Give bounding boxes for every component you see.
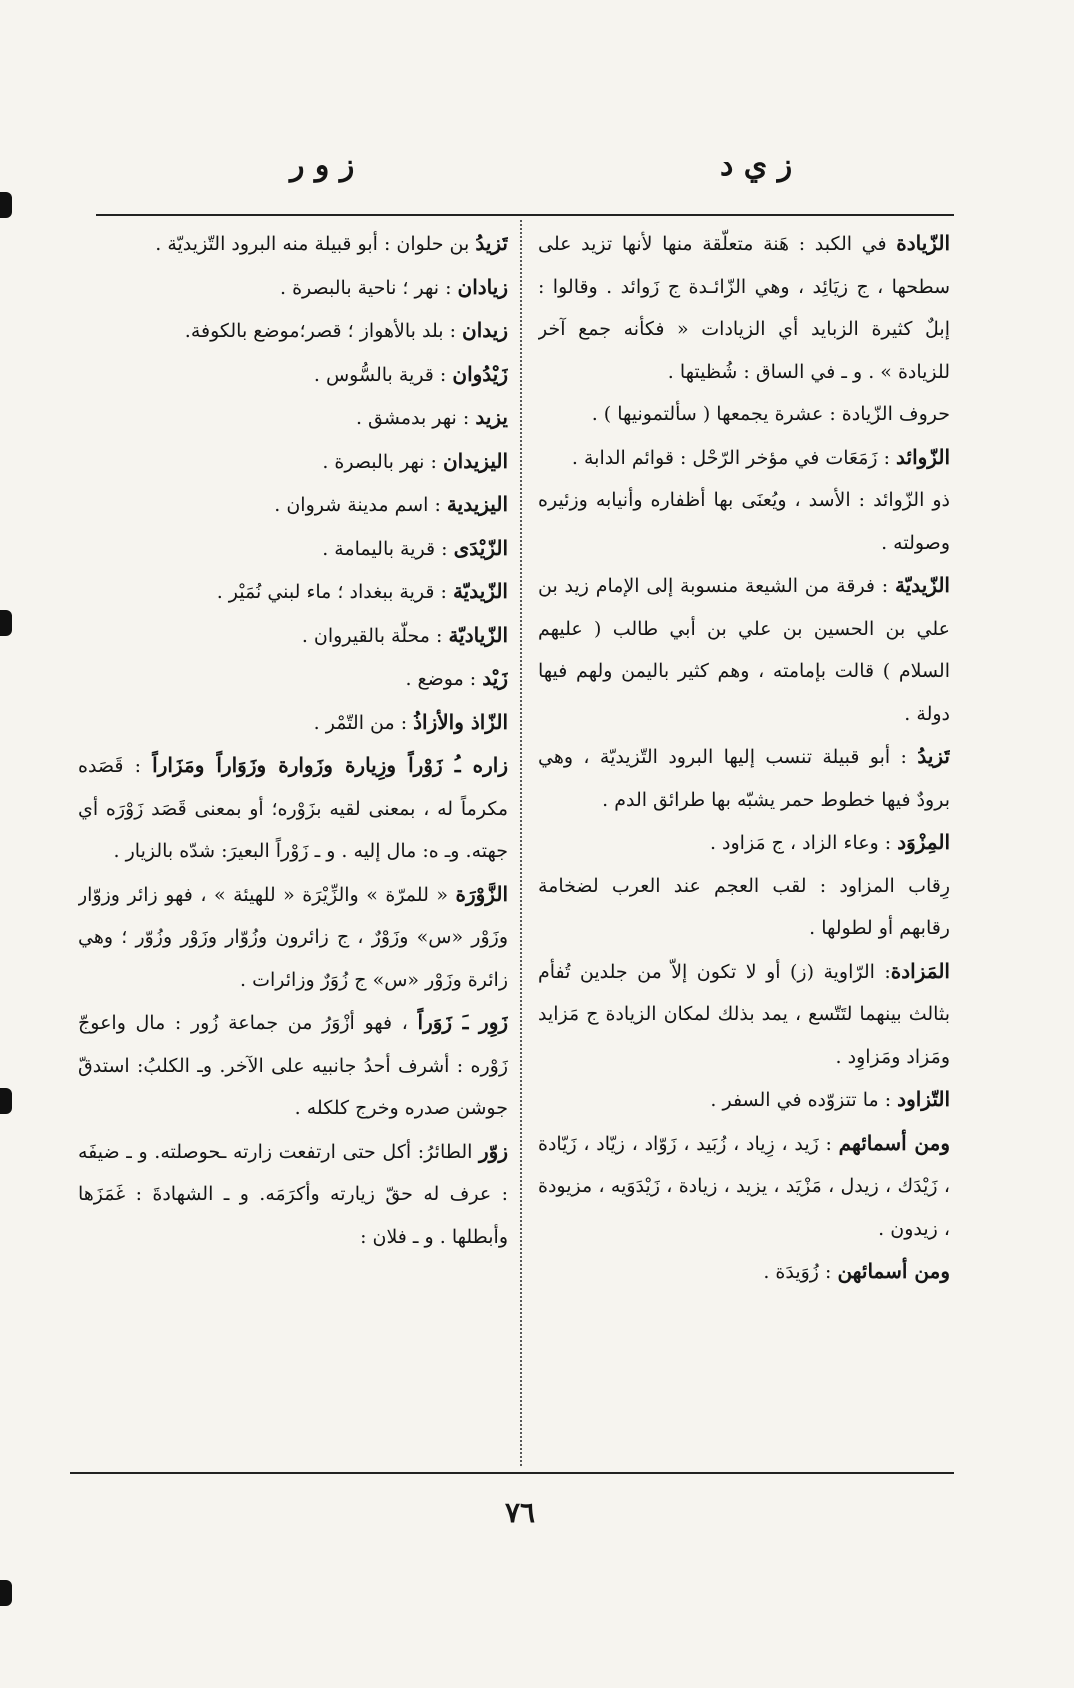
entry-headword: الزّيادة	[896, 231, 950, 255]
bottom-rule	[70, 1472, 954, 1474]
page-header-root-left: ز و ر	[290, 148, 355, 183]
dictionary-entry	[78, 309, 508, 353]
entry-headword: الزّاذ والأزاذُ	[413, 709, 508, 734]
dictionary-entry	[78, 266, 508, 310]
binding-mark	[0, 1088, 12, 1114]
dictionary-entry	[78, 483, 508, 527]
entry-definition: حروف الزّيادة : عشرة يجمعها ( سألتمونيها ) .	[591, 403, 950, 425]
dictionary-entry	[78, 744, 508, 873]
entry-definition: : زَمَعَات في مؤخر الرّحْل : قوائم الدابة .	[571, 446, 897, 469]
dictionary-entry	[538, 865, 950, 950]
entry-headword: الزّوائد	[896, 444, 950, 469]
entry-definition: : بلد بالأهواز ؛ قصر؛موضع بالكوفة.	[184, 320, 463, 342]
dictionary-entry	[78, 440, 508, 484]
entry-definition: : الرّاوية (ز) أو لا تكون إلاّ من جلدين تُفأم بثالث بينهما لتَتّسع ، يمد بذلك لمكان الزيادة ج مَزايد ومَزاد ومَزاوِد .	[538, 960, 950, 1068]
entry-definition: الطائرُ: أكل حتى ارتفعت زارته ـحوصلته. و ـ ضيفَه : عرف له حقّ زيارته وأكرَمَه. و ـ الشهادةَ : غَمَزَها وأبطلها . و ـ فلان :	[78, 1140, 508, 1248]
dictionary-entry	[78, 1130, 508, 1259]
dictionary-entry	[538, 821, 950, 865]
entry-headword: ومن أسمائهم	[838, 1130, 950, 1155]
binding-mark	[0, 192, 12, 218]
entry-definition: : زُوَيدَة .	[763, 1261, 838, 1283]
entry-definition: : نهر ؛ ناحية بالبصرة .	[280, 276, 458, 299]
entry-headword: زيادان	[457, 274, 508, 299]
dictionary-entry	[538, 1250, 950, 1294]
dictionary-entry	[78, 657, 508, 701]
entry-definition: في الكبد : هَنة متعلّقة منها لأنها تزيد على سطحها ، ج زيَائِد ، وهي الزّائـدة ج زَوائد . وقالوا : إبلٌ كثيرة الزبايد أي الزيادات « فكأنه جمع آخر للزيادة » . و ـ في الساق : شُظيتها .	[538, 233, 950, 383]
dictionary-entry	[78, 873, 508, 1002]
entry-headword: زيدان	[462, 318, 508, 342]
entry-headword: زَوِر ـَ زَوَراً	[417, 1010, 508, 1034]
entry-headword: الزّيديّة	[452, 579, 508, 603]
entry-definition: : وعاء الزاد ، ج مَزاود .	[709, 832, 898, 854]
dictionary-entry	[78, 570, 508, 614]
page-header-root-right: ز ي د	[720, 148, 793, 183]
entry-definition: : قرية بالسُّوس .	[313, 363, 453, 386]
dictionary-entry	[78, 701, 508, 745]
entry-definition: : نهر بالبصرة .	[322, 450, 443, 473]
entry-headword: التّزاود	[897, 1087, 950, 1111]
entry-definition: : نهر بدمشق .	[355, 407, 476, 429]
entry-definition: : اسم مدينة شروان .	[274, 494, 447, 516]
entry-definition: : ما تتزوّده في السفر .	[710, 1089, 898, 1111]
dictionary-entry	[538, 735, 950, 821]
column-divider	[520, 220, 522, 1466]
entry-headword: اليزيدية	[446, 492, 508, 516]
left-column	[78, 222, 508, 1462]
entry-headword: زَيْد	[482, 666, 508, 690]
entry-headword: المَزادة	[890, 958, 950, 983]
dictionary-entry	[538, 479, 950, 564]
dictionary-entry	[538, 1078, 950, 1122]
dictionary-entry	[78, 396, 508, 440]
entry-definition: ذو الزّوائد : الأسد ، ويُعنَى بها أظفاره وأنيابه وزئيره وصولته .	[538, 489, 950, 554]
dictionary-entry	[78, 222, 508, 266]
entry-headword: زَيْدُوان	[452, 361, 508, 386]
entry-definition: : زَيد ، زِياد ، زُبَيد ، زَوّاد ، زيّاد ، زَيّادة ، زَيْدَك ، زيدل ، مَزْيَد ، يزيد ، زيادة ، زَيْدَوَيه ، مزيودة ، زيدون .	[538, 1132, 950, 1240]
entry-definition: ، فهو أزْوَرُ من جماعة زُور : مال واعوجّ زَوْره : أشرف أحدُ جانبيه على الآخر. وـ الكلبُ: استدقّ جوشن صدره وخرج كلكله .	[78, 1012, 508, 1119]
dictionary-entry	[538, 564, 950, 735]
dictionary-entry	[78, 527, 508, 571]
entry-definition: رِقاب المزاود : لقب العجم عند العرب لضخامة رقابهم أو لطولها .	[538, 874, 950, 939]
entry-definition: : قَصَده مكرماً له ، بمعنى لقيه بزَوْره؛ أو بمعنى قَصَد زَوْرَه أي جهته. وـ ه: مال إليه . و ـ زَوْراً البعيرَ: شدّه بالزيار .	[78, 755, 508, 862]
dictionary-entry	[538, 436, 950, 480]
entry-definition: : فرقة من الشيعة منسوبة إلى الإمام زيد بن علي بن الحسين بن علي بن أبي طالب ( عليهم السلام ) قالت بإمامته ، وهم كثير باليمن ولهم فيها دولة .	[538, 575, 950, 725]
binding-mark	[0, 1580, 12, 1606]
entry-definition: « للمرّة » والزِّيْرَة « للهيئة » ، فهو زائر وزوّار وزَوْر «س» وزَوْرٌ ، ج زائرون وزُوّار وزَوْر وزُوّر ؛ وهي زائرة وزَوْر «س» ج زُوَرٌ وزائرات .	[78, 883, 508, 991]
top-rule	[96, 214, 954, 216]
entry-headword: زوّر	[479, 1138, 508, 1163]
dictionary-entry	[538, 393, 950, 436]
dictionary-entry	[78, 353, 508, 397]
entry-definition: : أبو قبيلة تنسب إليها البرود التّزيديّة ، وهي برودٌ فيها خطوط حمر يشبّه بها طرائق الدم .	[538, 746, 950, 811]
dictionary-entry	[538, 1122, 950, 1251]
entry-definition: : محلّة بالقيروان .	[301, 624, 449, 647]
right-column	[538, 222, 950, 1482]
entry-definition: : قرية باليمامة .	[322, 537, 454, 560]
entry-definition: : موضع .	[405, 668, 483, 690]
entry-headword: يزيد	[475, 405, 508, 429]
binding-mark	[0, 610, 12, 636]
entry-headword: تَزيدُ	[917, 744, 950, 768]
entry-headword: تَزيدُ	[475, 231, 508, 255]
entry-definition: : قرية ببغداد ؛ ماء لبني نُمَيْر .	[216, 581, 453, 603]
dictionary-entry	[538, 222, 950, 393]
entry-headword: اليزيدان	[442, 448, 508, 473]
entry-definition: بن حلوان : أبو قبيلة منه البرود التّزيديّة .	[155, 233, 476, 255]
page-number: ٧٦	[504, 1496, 536, 1529]
dictionary-entry	[538, 950, 950, 1079]
entry-headword: الزّيْدَى	[453, 535, 508, 560]
entry-headword: ومن أسمائهن	[837, 1259, 950, 1283]
entry-headword: المِزْوَد	[897, 830, 950, 854]
dictionary-entry	[78, 1001, 508, 1130]
entry-definition: : من التّمْر .	[313, 711, 414, 734]
entry-headword: الزَّوْرَة	[455, 881, 508, 906]
entry-headword: زاره ـُ زَوْراً وزِيارة وزَوارة وزَوَاراً ومَزَاراً	[152, 753, 508, 777]
entry-headword: الزّياديّة	[448, 622, 508, 647]
entry-headword: الزّيديّة	[894, 573, 950, 597]
dictionary-entry	[78, 614, 508, 658]
